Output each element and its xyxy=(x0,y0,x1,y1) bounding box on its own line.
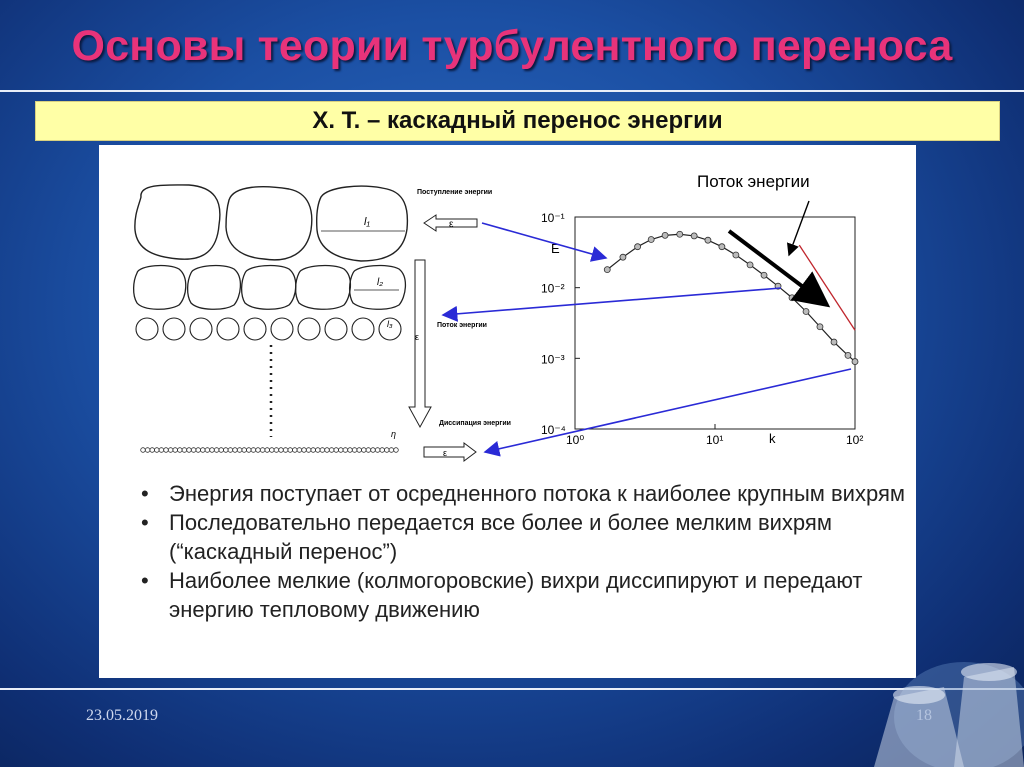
l1-label: l₁ xyxy=(364,216,370,228)
kolmogorov-eddy xyxy=(265,448,270,453)
cascade-figure xyxy=(99,145,916,475)
kolmogorov-eddy xyxy=(357,448,362,453)
plot-ticks xyxy=(575,217,855,429)
l2-label: l₂ xyxy=(377,277,384,288)
spectrum-point xyxy=(604,267,610,273)
y-tick-label: 10⁻¹ xyxy=(541,211,565,225)
plot-ylabel: E xyxy=(551,241,560,256)
kolmogorov-eddy xyxy=(145,448,150,453)
kolmogorov-eddy xyxy=(187,448,192,453)
spectrum-point xyxy=(662,232,668,238)
kolmogorov-eddy xyxy=(334,448,339,453)
kolmogorov-eddy xyxy=(270,448,275,453)
medium-eddies xyxy=(134,266,406,310)
kolmogorov-eddy xyxy=(155,448,160,453)
kolmogorov-eddy xyxy=(371,448,376,453)
kolmogorov-eddy xyxy=(141,448,146,453)
kolmogorov-eddy xyxy=(380,448,385,453)
epsilon-input: ε xyxy=(449,219,454,230)
kolmogorov-eddy xyxy=(279,448,284,453)
kolmogorov-eddy xyxy=(293,448,298,453)
spectrum-point xyxy=(691,233,697,239)
kolmogorov-eddy xyxy=(168,448,173,453)
energy-input-label: Поступление энергии xyxy=(417,189,493,196)
spectrum-point xyxy=(803,308,809,314)
kolmogorov-eddy xyxy=(159,448,164,453)
kolmogorov-eddy xyxy=(210,448,215,453)
kolmogorov-eddy xyxy=(150,448,155,453)
kolmogorov-eddy xyxy=(164,448,169,453)
kolmogorov-eddies xyxy=(141,448,399,453)
kolmogorov-eddy xyxy=(283,448,288,453)
bullet-item: • Последовательно передается все более и более мелким вихрям (“каскадный перенос”) xyxy=(139,508,909,566)
energy-flux-label: Поток энергии xyxy=(437,322,487,329)
slide-subtitle: Х. Т. – каскадный перенос энергии xyxy=(35,101,1000,141)
kolmogorov-eddy xyxy=(306,448,311,453)
content-panel xyxy=(99,145,916,678)
kolmogorov-eddy xyxy=(274,448,279,453)
kolmogorov-eddy xyxy=(394,448,399,453)
kolmogorov-eddy xyxy=(316,448,321,453)
spectrum-point xyxy=(789,295,795,301)
y-tick-label: 10⁻⁴ xyxy=(541,423,566,437)
kolmogorov-eddy xyxy=(311,448,316,453)
title-divider xyxy=(0,90,1024,92)
spectrum-point xyxy=(620,254,626,260)
kolmogorov-eddy xyxy=(237,448,242,453)
spectrum-point xyxy=(733,252,739,258)
kolmogorov-eddy xyxy=(196,448,201,453)
kolmogorov-eddy xyxy=(201,448,206,453)
kolmogorov-eddy xyxy=(302,448,307,453)
kolmogorov-eddy xyxy=(228,448,233,453)
kolmogorov-eddy xyxy=(343,448,348,453)
plot-x-tick-labels xyxy=(566,433,863,447)
kolmogorov-eddy xyxy=(256,448,261,453)
spectrum-point xyxy=(845,352,851,358)
footer-date: 23.05.2019 xyxy=(86,707,158,724)
spectrum-point xyxy=(677,231,683,237)
spectrum-point xyxy=(635,244,641,250)
kolmogorov-eddy xyxy=(224,448,229,453)
x-tick-label: 10⁰ xyxy=(566,433,585,447)
kolmogorov-eddy xyxy=(182,448,187,453)
kolmogorov-eddy xyxy=(339,448,344,453)
kolmogorov-eddy xyxy=(325,448,330,453)
cascade-flux-arrow xyxy=(409,260,431,427)
kolmogorov-reference-line xyxy=(799,245,855,330)
spectrum-point xyxy=(648,237,654,243)
spectrum-point xyxy=(831,339,837,345)
connector-dissipation xyxy=(485,369,851,452)
kolmogorov-eddy xyxy=(233,448,238,453)
bullet-item: • Энергия поступает от осредненного потока к наиболее крупным вихрям xyxy=(139,479,909,508)
spectrum-point xyxy=(719,244,725,250)
bullet-item: • Наиболее мелкие (колмогоровские) вихри диссипируют и передают энергию тепловому движению xyxy=(139,566,909,624)
kolmogorov-eddy xyxy=(260,448,265,453)
kolmogorov-eddy xyxy=(385,448,390,453)
epsilon-flux: ε xyxy=(415,332,420,342)
x-tick-label: 10¹ xyxy=(706,433,724,447)
bullet-list xyxy=(139,479,909,624)
spectrum-point xyxy=(852,359,858,365)
small-eddies xyxy=(136,318,401,340)
annotation-pointer xyxy=(789,201,809,255)
rocket-engine-decoration xyxy=(814,567,1024,767)
spectrum-point xyxy=(705,237,711,243)
kolmogorov-eddy xyxy=(389,448,394,453)
kolmogorov-eddy xyxy=(329,448,334,453)
plot-annotation: Поток энергии xyxy=(697,172,810,191)
dissipation-label: Диссипация энергии xyxy=(439,420,511,427)
kolmogorov-eddy xyxy=(288,448,293,453)
kolmogorov-eddy xyxy=(178,448,183,453)
energy-flux-thick-arrow xyxy=(729,231,827,305)
kolmogorov-eddy xyxy=(242,448,247,453)
dissipation-arrow xyxy=(424,443,476,461)
kolmogorov-eddy xyxy=(205,448,210,453)
kolmogorov-eddy xyxy=(362,448,367,453)
kolmogorov-eddy xyxy=(320,448,325,453)
y-tick-label: 10⁻³ xyxy=(541,352,565,367)
kolmogorov-eddy xyxy=(297,448,302,453)
eta-label: η xyxy=(391,429,396,439)
y-tick-label: 10⁻² xyxy=(541,281,565,296)
spectrum-point xyxy=(817,324,823,330)
connector-input xyxy=(482,223,606,258)
plot-xlabel: k xyxy=(769,431,776,446)
kolmogorov-eddy xyxy=(173,448,178,453)
kolmogorov-eddy xyxy=(191,448,196,453)
l3-label: l₃ xyxy=(387,319,393,329)
spectrum-point xyxy=(761,272,767,278)
x-tick-label: 10² xyxy=(846,433,864,447)
kolmogorov-eddy xyxy=(366,448,371,453)
kolmogorov-eddy xyxy=(375,448,380,453)
kolmogorov-eddy xyxy=(214,448,219,453)
kolmogorov-eddy xyxy=(348,448,353,453)
kolmogorov-eddy xyxy=(219,448,224,453)
kolmogorov-eddy xyxy=(251,448,256,453)
epsilon-dissipation: ε xyxy=(443,448,448,458)
connector-flux xyxy=(443,288,781,315)
plot-frame xyxy=(575,217,855,429)
kolmogorov-eddy xyxy=(352,448,357,453)
slide-title: Основы теории турбулентного переноса xyxy=(71,22,953,70)
spectrum-point xyxy=(747,262,753,268)
kolmogorov-eddy xyxy=(247,448,252,453)
